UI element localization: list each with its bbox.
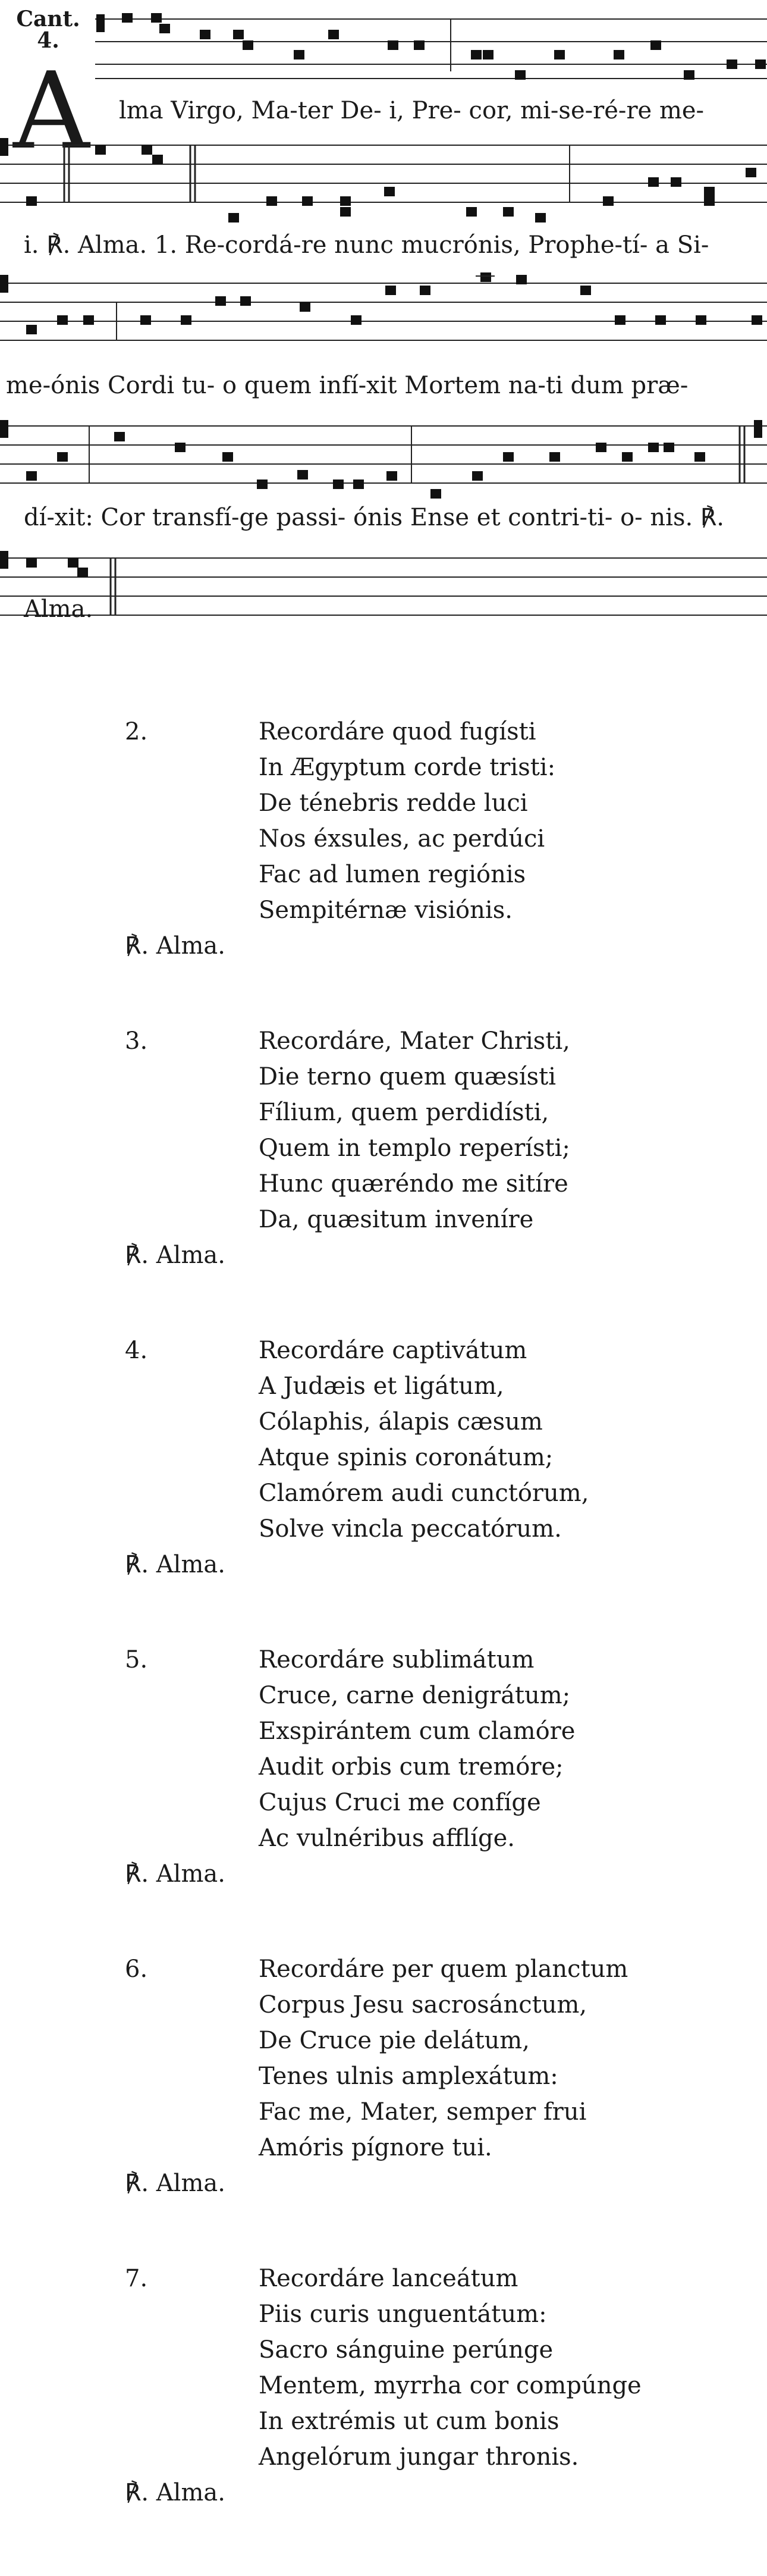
verse-line: Die terno quem quæsísti xyxy=(259,1063,557,1090)
verse-response: ℟. Alma. xyxy=(125,1242,225,1269)
verse-line: Corpus Jesu sacrosánctum, xyxy=(259,1991,587,2019)
verse-response: ℟. Alma. xyxy=(125,1551,225,1578)
verse-4 xyxy=(125,1333,719,1582)
verse-line: Piis curis unguentátum: xyxy=(259,2301,547,2328)
staff-1 xyxy=(0,12,767,77)
verse-number: 3. xyxy=(125,1027,148,1055)
lyric-line-4: dí-xit: Cor transfí-ge passi- ónis Ense et contri-ti- o- nis. ℟. xyxy=(24,504,724,531)
verse-line: De Cruce pie delátum, xyxy=(259,2027,530,2054)
verse-line: Recordáre sublimátum xyxy=(259,1646,535,1674)
verse-response: ℟. Alma. xyxy=(125,1860,225,1888)
drop-cap-initial: A xyxy=(13,49,90,173)
verse-line: In Ægyptum corde tristi: xyxy=(259,754,556,781)
staff-4-lines xyxy=(0,420,767,485)
staff-3 xyxy=(0,275,767,340)
verse-line: Audit orbis cum tremóre; xyxy=(259,1753,564,1781)
verses-list xyxy=(125,714,719,2570)
verse-line: Clamórem audi cunctórum, xyxy=(259,1480,589,1507)
lyric-line-2: i. ℟. Alma. 1. Re-cordá-re nunc mucrónis, Prophe-tí- a Si- xyxy=(24,231,709,259)
chant-tail-response: Alma. xyxy=(24,596,93,623)
verse-6 xyxy=(125,1951,719,2201)
verse-line: Hunc quæréndo me sitíre xyxy=(259,1170,568,1198)
staff-5 xyxy=(0,551,767,616)
verse-line: Cujus Cruci me confíge xyxy=(259,1789,541,1816)
verse-line: Quem in templo reperísti; xyxy=(259,1135,570,1162)
verse-line: Recordáre quod fugísti xyxy=(259,718,536,745)
verse-response: ℟. Alma. xyxy=(125,2479,225,2506)
verse-line: In extrémis ut cum bonis xyxy=(259,2408,559,2435)
verse-number: 4. xyxy=(125,1337,148,1364)
lyric-line-3: me-ónis Cordi tu- o quem infí-xit Mortem na-ti dum præ- xyxy=(6,372,689,399)
verse-line: Tenes ulnis amplexátum: xyxy=(259,2063,558,2090)
verse-line: Fac ad lumen regiónis xyxy=(259,861,526,888)
verse-line: Amóris pígnore tui. xyxy=(259,2134,492,2161)
verse-number: 6. xyxy=(125,1955,148,1983)
staff-1-lines xyxy=(0,12,767,77)
verse-line: Solve vincla peccatórum. xyxy=(259,1515,562,1543)
verse-line: Angelórum jungar thronis. xyxy=(259,2443,579,2471)
verse-line: Ac vulnéribus afflíge. xyxy=(259,1825,515,1852)
verse-2 xyxy=(125,714,719,964)
verse-line: Cruce, carne denigrátum; xyxy=(259,1682,571,1709)
staff-2-lines xyxy=(0,137,767,202)
verse-line: Mentem, myrrha cor compúnge xyxy=(259,2372,642,2399)
verse-line: Fac me, Mater, semper frui xyxy=(259,2098,587,2126)
lyric-line-1: lma Virgo, Ma-ter De- i, Pre- cor, mi-se-ré-re me- xyxy=(119,97,705,124)
verse-line: A Judæis et ligátum, xyxy=(259,1372,504,1400)
verse-number: 5. xyxy=(125,1646,148,1674)
verse-line: Recordáre lanceátum xyxy=(259,2265,518,2292)
verse-line: Sacro sánguine perúnge xyxy=(259,2336,554,2364)
staff-3-lines xyxy=(0,275,767,340)
verse-5 xyxy=(125,1642,719,1892)
staff-2 xyxy=(0,137,767,202)
staff-5-lines xyxy=(0,551,767,616)
cant-number: 4. xyxy=(37,28,59,53)
verse-response: ℟. Alma. xyxy=(125,2170,225,2197)
verse-line: Da, quæsitum inveníre xyxy=(259,1206,534,1233)
verse-line: De ténebris redde luci xyxy=(259,789,528,817)
verse-line: Exspirántem cum clamóre xyxy=(259,1718,576,1745)
cant-label-text: Cant. xyxy=(16,7,80,32)
verse-response: ℟. Alma. xyxy=(125,932,225,960)
verse-3 xyxy=(125,1023,719,1273)
verse-line: Nos éxsules, ac perdúci xyxy=(259,825,545,853)
verse-line: Cólaphis, álapis cæsum xyxy=(259,1408,543,1436)
verse-number: 7. xyxy=(125,2265,148,2292)
verse-line: Atque spinis coronátum; xyxy=(259,1444,554,1471)
verse-7 xyxy=(125,2261,719,2511)
verse-line: Fílium, quem perdidísti, xyxy=(259,1099,549,1126)
verse-line: Sempitérnæ visiónis. xyxy=(259,897,513,924)
verse-line: Recordáre per quem planctum xyxy=(259,1955,628,1983)
staff-4 xyxy=(0,420,767,485)
verse-line: Recordáre, Mater Christi, xyxy=(259,1027,570,1055)
verse-number: 2. xyxy=(125,718,148,745)
verse-line: Recordáre captivátum xyxy=(259,1337,527,1364)
